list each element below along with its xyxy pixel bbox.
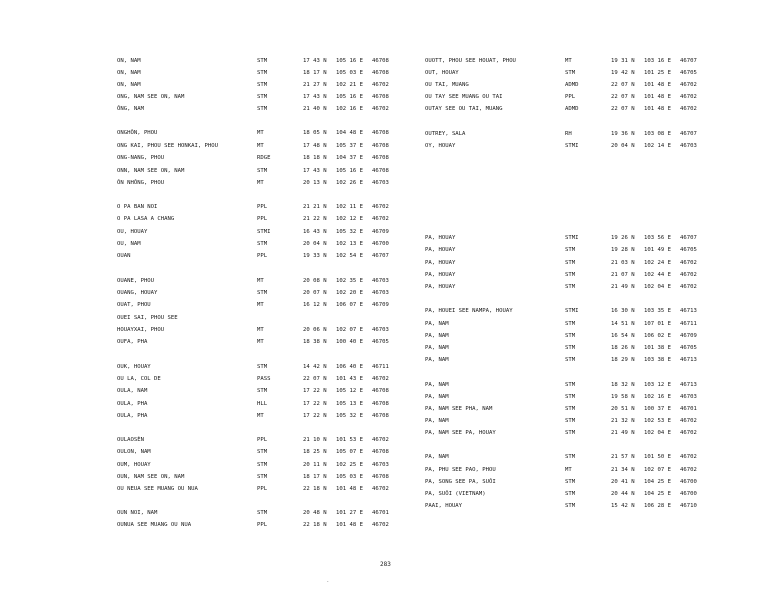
place-name: OUTAY SEE OU TAI, MUANG [425,106,503,112]
latitude: 15 42 N [611,503,635,509]
latitude: 22 18 N [303,486,327,492]
feature-code: STM [257,82,268,88]
longitude: 102 04 E [644,430,671,436]
longitude: 102 16 E [644,394,671,400]
feature-code: STMI [565,143,579,149]
place-name: O PA BAN NOI [117,204,158,210]
place-name: ON, NAM [117,70,141,76]
longitude: 104 25 E [644,479,671,485]
feature-code: MT [257,327,264,333]
feature-code: STM [565,345,576,351]
feature-code: PPL [257,204,268,210]
place-name: OULA, PHA [117,401,148,407]
latitude: 18 05 N [303,130,327,136]
map-sheet: 46700 [680,491,697,497]
map-sheet: 46702 [680,467,697,473]
latitude: 17 22 N [303,388,327,394]
longitude: 102 16 E [336,106,363,112]
feature-code: STM [565,394,576,400]
feature-code: ADMD [565,82,579,88]
longitude: 102 04 E [644,284,671,290]
map-sheet: 46703 [372,462,389,468]
longitude: 102 12 E [336,216,363,222]
latitude: 22 07 N [611,106,635,112]
map-sheet: 46702 [372,82,389,88]
place-name: OUN, NAM SEE ON, NAM [117,474,185,480]
feature-code: PPL [257,437,268,443]
place-name: OUOTT, PHOU SEE HOUAT, PHOU [425,58,516,64]
place-name: OUTREY, SALA [425,131,466,137]
feature-code: PPL [565,94,576,100]
place-name: O PA LASA A CHANG [117,216,175,222]
feature-code: STM [565,260,576,266]
place-name: PA, HOUEI SEE NAMPA, HOUAY [425,308,513,314]
place-name: PA, HOUAY [425,284,456,290]
page-number: 283 [380,561,391,568]
longitude: 102 54 E [336,253,363,259]
longitude: 102 20 E [336,290,363,296]
latitude: 16 43 N [303,229,327,235]
latitude: 14 42 N [303,364,327,370]
latitude: 22 07 N [611,94,635,100]
latitude: 16 30 N [611,308,635,314]
feature-code: STM [565,430,576,436]
longitude: 101 25 E [644,70,671,76]
feature-code: STM [257,94,268,100]
longitude: 101 49 E [644,247,671,253]
longitude: 103 35 E [644,308,671,314]
longitude: 105 37 E [336,143,363,149]
map-sheet: 46700 [372,241,389,247]
feature-code: STM [257,290,268,296]
longitude: 105 03 E [336,474,363,480]
map-sheet: 46708 [372,449,389,455]
map-sheet: 46703 [372,290,389,296]
place-name: OU TAY SEE MUANG OU TAI [425,94,503,100]
latitude: 20 06 N [303,327,327,333]
place-name: OU NEUA SEE MUANG OU NUA [117,486,198,492]
longitude: 100 37 E [644,406,671,412]
latitude: 20 48 N [303,510,327,516]
latitude: 21 27 N [303,82,327,88]
map-sheet: 46701 [680,406,697,412]
place-name: PA, NAM SEE PA, HOUAY [425,430,496,436]
longitude: 103 08 E [644,131,671,137]
latitude: 21 40 N [303,106,327,112]
place-name: PA, NAM [425,454,449,460]
place-name: PA, NAM [425,333,449,339]
latitude: 18 29 N [611,357,635,363]
longitude: 101 53 E [336,437,363,443]
place-name: OUAN [117,253,131,259]
latitude: 21 57 N [611,454,635,460]
map-sheet: 46702 [372,106,389,112]
feature-code: HLL [257,401,268,407]
longitude: 101 27 E [336,510,363,516]
latitude: 21 21 N [303,204,327,210]
map-sheet: 46703 [680,143,697,149]
latitude: 16 54 N [611,333,635,339]
longitude: 105 03 E [336,70,363,76]
place-name: HOUAYXAI, PHOU [117,327,165,333]
feature-code: PPL [257,253,268,259]
map-sheet: 46708 [372,130,389,136]
map-sheet: 46707 [680,235,697,241]
longitude: 106 07 E [336,302,363,308]
feature-code: MT [257,143,264,149]
feature-code: STM [565,454,576,460]
place-name: PA, NAM [425,382,449,388]
latitude: 21 49 N [611,430,635,436]
latitude: 18 38 N [303,339,327,345]
map-sheet: 46703 [680,394,697,400]
feature-code: STM [257,462,268,468]
map-sheet: 46702 [680,430,697,436]
longitude: 105 16 E [336,94,363,100]
place-name: PA, NAM [425,345,449,351]
map-sheet: 46708 [372,401,389,407]
latitude: 19 33 N [303,253,327,259]
longitude: 102 13 E [336,241,363,247]
latitude: 19 42 N [611,70,635,76]
longitude: 103 38 E [644,357,671,363]
latitude: 18 17 N [303,70,327,76]
map-sheet: 46703 [372,327,389,333]
longitude: 104 37 E [336,155,363,161]
longitude: 103 12 E [644,382,671,388]
place-name: OUEI SAI, PHOU SEE [117,315,178,321]
longitude: 106 28 E [644,503,671,509]
map-sheet: 46705 [680,345,697,351]
latitude: 22 07 N [611,82,635,88]
map-sheet: 46702 [680,106,697,112]
feature-code: STM [257,70,268,76]
feature-code: RDGE [257,155,271,161]
latitude: 20 04 N [303,241,327,247]
map-sheet: 46708 [372,474,389,480]
longitude: 104 25 E [644,491,671,497]
longitude: 102 24 E [644,260,671,266]
map-sheet: 46702 [372,437,389,443]
feature-code: PPL [257,522,268,528]
latitude: 16 12 N [303,302,327,308]
longitude: 101 38 E [644,345,671,351]
longitude: 103 56 E [644,235,671,241]
map-sheet: 46702 [680,454,697,460]
latitude: 22 07 N [303,376,327,382]
longitude: 104 48 E [336,130,363,136]
feature-code: STM [565,357,576,363]
place-name: PA, NAM [425,418,449,424]
latitude: 20 07 N [303,290,327,296]
right-column [425,0,776,600]
feature-code: STM [565,406,576,412]
map-sheet: 46702 [372,204,389,210]
place-name: ÔNG, NAM [117,106,144,112]
feature-code: STM [257,474,268,480]
feature-code: STM [565,491,576,497]
map-sheet: 46702 [680,418,697,424]
feature-code: STM [565,272,576,278]
map-sheet: 46708 [372,94,389,100]
map-sheet: 46708 [372,388,389,394]
longitude: 102 44 E [644,272,671,278]
map-sheet: 46708 [372,413,389,419]
longitude: 101 48 E [336,486,363,492]
feature-code: PPL [257,216,268,222]
feature-code: RH [565,131,572,137]
map-sheet: 46711 [372,364,389,370]
latitude: 18 26 N [611,345,635,351]
latitude: 14 51 N [611,321,635,327]
place-name: PA, SUÔI (VIETNAM) [425,491,486,497]
latitude: 17 43 N [303,94,327,100]
longitude: 100 40 E [336,339,363,345]
map-sheet: 46708 [372,58,389,64]
feature-code: MT [257,180,264,186]
place-name: OUT, HOUAY [425,70,459,76]
longitude: 105 12 E [336,388,363,394]
map-sheet: 46707 [372,253,389,259]
map-sheet: 46713 [680,308,697,314]
longitude: 101 48 E [644,106,671,112]
feature-code: STM [257,510,268,516]
place-name: OULA, NAM [117,388,148,394]
footer-mark: . [326,577,330,584]
longitude: 101 50 E [644,454,671,460]
place-name: ON, NAM [117,82,141,88]
latitude: 21 03 N [611,260,635,266]
latitude: 17 22 N [303,401,327,407]
place-name: OU LA, COL DE [117,376,161,382]
map-sheet: 46700 [680,479,697,485]
place-name: OUAT, PHOU [117,302,151,308]
feature-code: MT [257,130,264,136]
feature-code: PASS [257,376,271,382]
longitude: 105 16 E [336,58,363,64]
longitude: 101 43 E [336,376,363,382]
map-sheet: 46702 [372,216,389,222]
map-sheet: 46708 [372,155,389,161]
latitude: 20 11 N [303,462,327,468]
longitude: 103 16 E [644,58,671,64]
feature-code: STM [565,503,576,509]
latitude: 17 22 N [303,413,327,419]
place-name: OUN NOI, NAM [117,510,158,516]
latitude: 21 32 N [611,418,635,424]
longitude: 102 07 E [336,327,363,333]
map-sheet: 46708 [372,70,389,76]
place-name: PA, PHU SEE PAO, PHOU [425,467,496,473]
longitude: 105 32 E [336,229,363,235]
latitude: 17 43 N [303,168,327,174]
feature-code: STM [257,168,268,174]
map-sheet: 46702 [372,376,389,382]
longitude: 107 01 E [644,321,671,327]
longitude: 102 21 E [336,82,363,88]
feature-code: MT [257,339,264,345]
latitude: 18 17 N [303,474,327,480]
feature-code: STM [565,321,576,327]
longitude: 102 14 E [644,143,671,149]
feature-code: STMI [565,308,579,314]
map-sheet: 46705 [372,339,389,345]
map-sheet: 46707 [680,131,697,137]
map-sheet: 46711 [680,321,697,327]
place-name: OU, HOUAY [117,229,148,235]
latitude: 19 26 N [611,235,635,241]
feature-code: MT [257,278,264,284]
latitude: 19 28 N [611,247,635,253]
place-name: PA, NAM [425,357,449,363]
latitude: 20 51 N [611,406,635,412]
feature-code: STM [565,479,576,485]
feature-code: STM [257,388,268,394]
feature-code: STM [565,247,576,253]
feature-code: STM [565,418,576,424]
latitude: 19 31 N [611,58,635,64]
latitude: 21 34 N [611,467,635,473]
place-name: OUM, HOUAY [117,462,151,468]
longitude: 105 16 E [336,168,363,174]
map-sheet: 46702 [680,284,697,290]
map-sheet: 46702 [372,486,389,492]
place-name: OULON, NAM [117,449,151,455]
longitude: 102 07 E [644,467,671,473]
map-sheet: 46701 [372,510,389,516]
map-sheet: 46703 [372,180,389,186]
latitude: 20 44 N [611,491,635,497]
feature-code: MT [565,58,572,64]
longitude: 105 07 E [336,449,363,455]
latitude: 18 32 N [611,382,635,388]
map-sheet: 46702 [372,522,389,528]
longitude: 105 32 E [336,413,363,419]
place-name: OULAOSÈN [117,437,144,443]
latitude: 21 22 N [303,216,327,222]
place-name: PA, HOUAY [425,272,456,278]
map-sheet: 46709 [372,302,389,308]
place-name: OUANE, PHOU [117,278,155,284]
place-name: ONG-NANG, PHOU [117,155,165,161]
feature-code: STM [257,106,268,112]
map-sheet: 46710 [680,503,697,509]
latitude: 19 36 N [611,131,635,137]
feature-code: STM [257,241,268,247]
map-sheet: 46709 [372,229,389,235]
longitude: 102 26 E [336,180,363,186]
feature-code: STM [565,70,576,76]
place-name: ONG, NAM SEE ON, NAM [117,94,185,100]
map-sheet: 46702 [680,260,697,266]
place-name: ONG KAI, PHOU SEE HONKAI, PHOU [117,143,219,149]
place-name: ONGHÔN, PHOU [117,130,158,136]
place-name: OUK, HOUAY [117,364,151,370]
place-name: OUFA, PHA [117,339,148,345]
place-name: PA, HOUAY [425,247,456,253]
map-sheet: 46708 [372,143,389,149]
longitude: 105 13 E [336,401,363,407]
feature-code: MT [257,413,264,419]
latitude: 19 58 N [611,394,635,400]
map-sheet: 46703 [372,278,389,284]
longitude: 102 11 E [336,204,363,210]
place-name: OU TAI, MUANG [425,82,469,88]
latitude: 18 25 N [303,449,327,455]
longitude: 106 02 E [644,333,671,339]
place-name: PA, NAM SEE PHA, NAM [425,406,493,412]
feature-code: PPL [257,486,268,492]
longitude: 102 35 E [336,278,363,284]
map-sheet: 46713 [680,357,697,363]
latitude: 17 48 N [303,143,327,149]
latitude: 21 49 N [611,284,635,290]
feature-code: ADMD [565,106,579,112]
latitude: 20 08 N [303,278,327,284]
latitude: 22 18 N [303,522,327,528]
longitude: 102 25 E [336,462,363,468]
map-sheet: 46708 [372,168,389,174]
place-name: OY, HOUAY [425,143,456,149]
place-name: ONN, NAM SEE ON, NAM [117,168,185,174]
map-sheet: 46709 [680,333,697,339]
place-name: PA, NAM [425,394,449,400]
latitude: 21 10 N [303,437,327,443]
feature-code: STM [565,382,576,388]
feature-code: STM [565,333,576,339]
map-sheet: 46702 [680,82,697,88]
map-sheet: 46702 [680,94,697,100]
longitude: 101 48 E [644,82,671,88]
latitude: 20 41 N [611,479,635,485]
feature-code: STMI [257,229,271,235]
place-name: PAAI, HOUAY [425,503,463,509]
place-name: ON, NAM [117,58,141,64]
feature-code: MT [565,467,572,473]
latitude: 20 04 N [611,143,635,149]
longitude: 106 40 E [336,364,363,370]
map-sheet: 46705 [680,247,697,253]
longitude: 101 48 E [644,94,671,100]
latitude: 17 43 N [303,58,327,64]
latitude: 18 18 N [303,155,327,161]
place-name: ÔN NHÔNG, PHOU [117,180,165,186]
feature-code: STM [257,58,268,64]
latitude: 21 07 N [611,272,635,278]
map-sheet: 46707 [680,58,697,64]
map-sheet: 46705 [680,70,697,76]
feature-code: MT [257,302,264,308]
map-sheet: 46702 [680,272,697,278]
map-sheet: 46713 [680,382,697,388]
place-name: OUANG, HOUAY [117,290,158,296]
latitude: 20 13 N [303,180,327,186]
feature-code: STM [257,364,268,370]
longitude: 101 48 E [336,522,363,528]
place-name: PA, NAM [425,321,449,327]
longitude: 102 53 E [644,418,671,424]
place-name: PA, SONG SEE PA, SUÔI [425,479,496,485]
place-name: PA, HOUAY [425,260,456,266]
place-name: PA, HOUAY [425,235,456,241]
feature-code: STM [257,449,268,455]
place-name: OU, NAM [117,241,141,247]
feature-code: STMI [565,235,579,241]
place-name: OUNUA SEE MUANG OU NUA [117,522,192,528]
feature-code: STM [565,284,576,290]
place-name: OULA, PHA [117,413,148,419]
